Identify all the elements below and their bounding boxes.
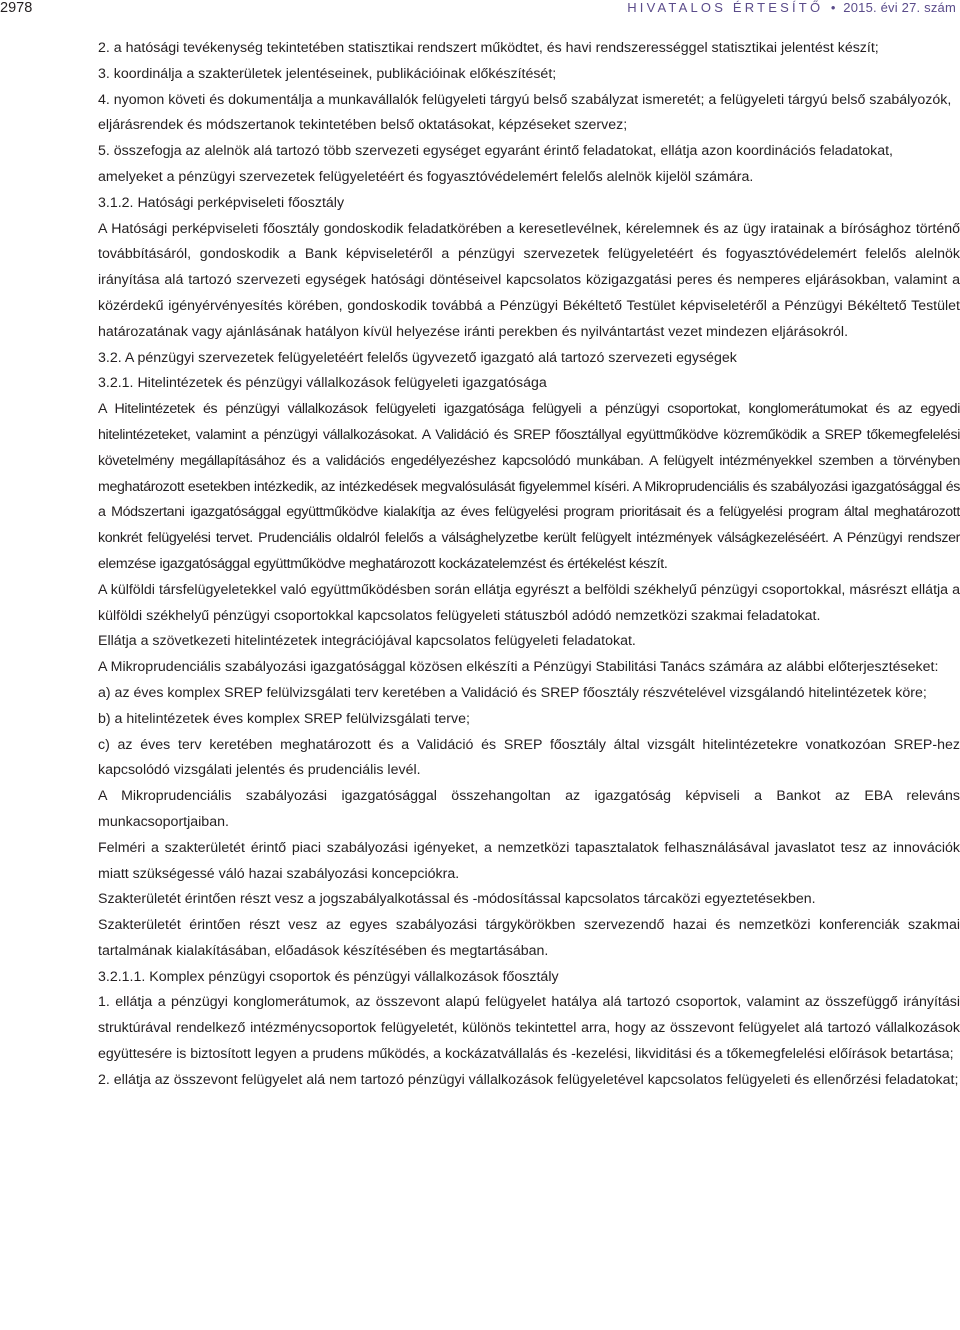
section-heading: 3.2. A pénzügyi szervezetek felügyeletéért felelős ügyvezető igazgató alá tartozó szervezeti egységek xyxy=(98,349,737,366)
section-heading: 3.2.1.1. Komplex pénzügyi csoportok és pénzügyi vállalkozások főosztály xyxy=(98,968,559,985)
issue-label: 2015. évi 27. szám xyxy=(843,0,956,15)
list-item: 1. ellátja a pénzügyi konglomerátumok, az összevont alapú felügyelet hatálya alá tartozó csoportok, valamint az összefüggő irányítási struktúrával rendelkező intézménycsoportok felügyeletét, különös tekintettel arra, hogy az összevont felügyelet alá tartozó vállalkozások együttesére is biztosított legyen a prudens működés, a kockázatvállalás és -kezelési, likviditási és a tőkemegfelelési előírások betartása; xyxy=(98,994,960,1063)
list-item: b) a hitelintézetek éves komplex SREP felülvizsgálati terve; xyxy=(98,710,470,727)
journal-header xyxy=(627,0,956,15)
paragraph: Szakterületét érintően részt vesz a jogszabályalkotással és -módosítással kapcsolatos tárcaközi egyeztetésekben. xyxy=(98,891,816,908)
paragraph: Ellátja a szövetkezeti hitelintézetek integrációjával kapcsolatos felügyeleti feladatokat. xyxy=(98,633,636,650)
document-body xyxy=(98,36,960,1094)
paragraph: A Mikroprudenciális szabályozási igazgatósággal összehangoltan az igazgatóság képviseli a Bankot az EBA releváns munkacsoportjaiban. xyxy=(98,788,960,830)
paragraph: A külföldi társfelügyeletekkel való együttműködésben során ellátja egyrészt a belföldi székhelyű pénzügyi csoportokkal, másrészt ellátja a külföldi székhelyű pénzügyi csoportokkal kapcsolatos felügyeleti státuszból adódó nemzetközi szakmai feladatokat. xyxy=(98,581,960,624)
list-item: a) az éves komplex SREP felülvizsgálati terv keretében a Validáció és SREP főosztály részvételével vizsgálandó hitelintézetek köre; xyxy=(98,684,927,701)
list-item: 4. nyomon követi és dokumentálja a munkavállalók felügyeleti tárgyú belső szabályzat ismeretét; a felügyeleti tárgyú belső szabályozók, eljárásrendek és módszertanok tekintetében belső oktatásokat, képzéseket szervez; xyxy=(98,91,952,134)
page-header xyxy=(0,0,960,20)
journal-name: HIVATALOS ÉRTESÍTŐ xyxy=(627,0,824,15)
list-item: 2. ellátja az összevont felügyelet alá nem tartozó pénzügyi vállalkozások felügyeletével kapcsolatos felügyeleti és ellenőrzési feladatokat; xyxy=(98,1071,959,1088)
paragraph: Felméri a szakterületét érintő piaci szabályozási igényeket, a nemzetközi tapasztalatok felhasználásával javaslatot tesz az innovációk miatt szükségessé váló hazai szabályozási koncepciókra. xyxy=(98,839,960,882)
paragraph: A Hatósági perképviseleti főosztály gondoskodik feladatkörében a keresetlevélnek, kérelemnek és az ügy iratainak a bírósághoz történő továbbításáról, gondoskodik a Bank képviseletéről a pénzügyi szervezetek felügyeletéért és fogyasztóvédelemért felelős alelnök irányítása alá tartozó szervezeti egységek hatósági döntéseivel kapcsolatos közigazgatási peres és nemperes eljárásokban, valamint a közérdekű igényérvényesítés körében, gondoskodik továbbá a Pénzügyi Békéltető Testület képviseletéről a Pénzügyi Békéltető Testület határozatának vagy ajánlásának hatályon kívül helyezése iránti perekben és nyilvántartást vezet mindezen eljárásokról. xyxy=(98,220,960,340)
header-bullet: • xyxy=(830,0,836,15)
paragraph: A Mikroprudenciális szabályozási igazgatósággal közösen elkészíti a Pénzügyi Stabilitási Tanács számára az alábbi előterjesztéseket: xyxy=(98,659,939,676)
section-heading: 3.2.1. Hitelintézetek és pénzügyi vállalkozások felügyeleti igazgatósága xyxy=(98,375,547,392)
list-item: c) az éves terv keretében meghatározott és a Validáció és SREP főosztály által vizsgált hitelintézetekre vonatkozóan SREP-hez kapcsolódó vizsgálati jelentés és prudenciális levél. xyxy=(98,736,960,779)
section-heading: 3.1.2. Hatósági perképviseleti főosztály xyxy=(98,194,345,211)
paragraph: Szakterületét érintően részt vesz az egyes szabályozási tárgykörökben szervezendő hazai és nemzetközi konferenciák szakmai tartalmának kialakításában, előadások készítésében és megtartásában. xyxy=(98,917,960,959)
list-item: 2. a hatósági tevékenység tekintetében statisztikai rendszert működtet, és havi rendszerességgel statisztikai jelentést készít; xyxy=(98,40,879,56)
page-number: 2978 xyxy=(0,0,33,16)
list-item: 3. koordinálja a szakterületek jelentéseinek, publikációinak előkészítését; xyxy=(98,65,557,82)
paragraph: A Hitelintézetek és pénzügyi vállalkozások felügyeleti igazgatósága felügyeli a pénzügyi csoportokat, konglomerátumokat és az egyedi hitelintézeteket, valamint a pénzügyi vállalkozásokat. A Validáció és SREP főosztállyal együttműködve közreműködik a SREP tőkemegfelelési követelmény megállapításához és a validációs engedélyezéshez kapcsolódó munkában. A felügyelt intézményekkel szemben a törvényben meghatározott esetekben intézkedik, az intézkedések megvalósulását figyelemmel kíséri. A Mikroprudenciális és szabályozási igazgatósággal és a Módszertani igazgatósággal együttműködve kialakítja az éves felügyelési program prioritásait és a felügyelési program által meghatározott konkrét felügyelési tervet. Prudenciális oldalról felelős a válsághelyzetbe került felügyelt intézmények válságkezeléséért. A Pénzügyi rendszer elemzése igazgatósággal együttműködve meghatározott kockázatelemzést és értékelést készít. xyxy=(98,401,960,572)
list-item: 5. összefogja az alelnök alá tartozó több szervezeti egységet egyaránt érintő feladatokat, ellátja azon koordinációs feladatokat, amelyeket a pénzügyi szervezetek felügyeletéért és fogyasztóvédelemért felelős alelnök kijelöl számára. xyxy=(98,143,893,185)
